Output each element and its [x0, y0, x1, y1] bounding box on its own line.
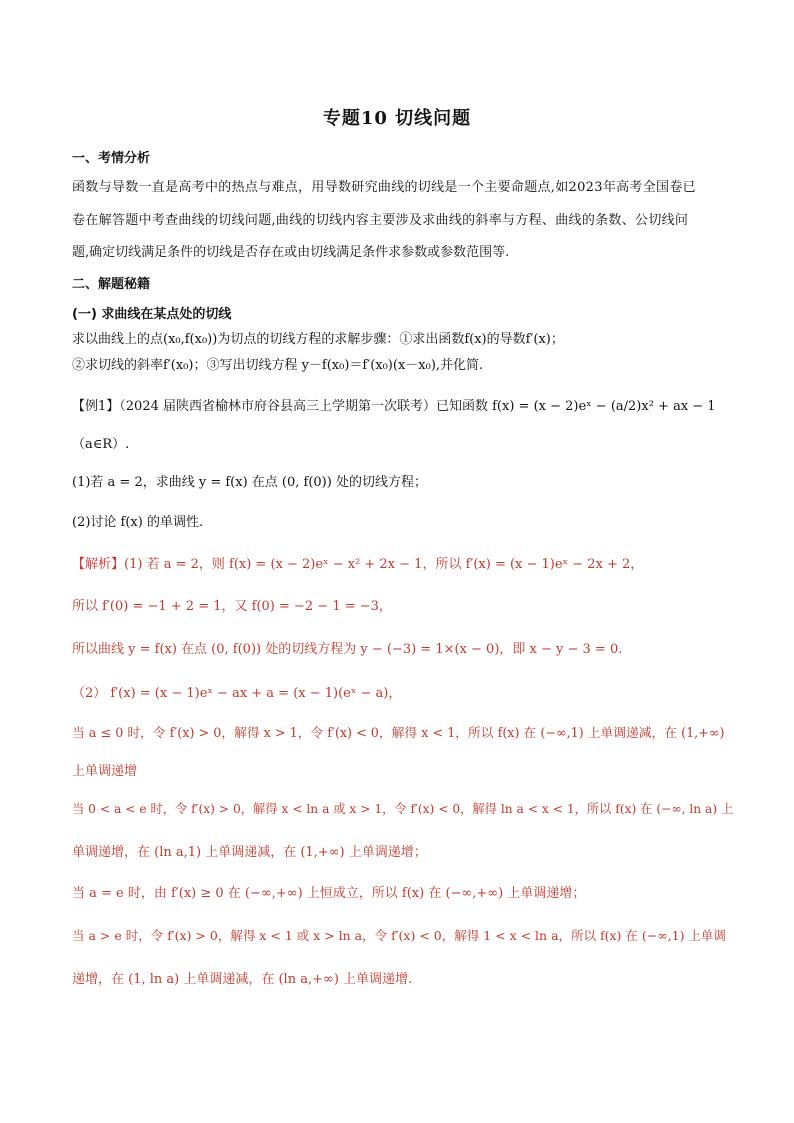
steps-line-1: 求以曲线上的点(x₀,f(x₀))为切点的切线方程的求解步骤：①求出函数f(x)的导数f′(x)；	[72, 332, 564, 347]
case-1-line-a: 当 a ≤ 0 时，令 f′(x) > 0，解得 x > 1，令 f′(x) < 0，解得 x < 1，所以 f(x) 在 (−∞,1) 上单调递减，在 (1,+∞)	[72, 726, 725, 741]
solution-line-4: （2） f′(x) = (x − 1)eˣ − ax + a = (x − 1)(eˣ − a)，	[72, 686, 402, 701]
solution-text-1: (1) 若 a = 2，则 f(x) = (x − 2)eˣ − x² + 2x − 1，所以 f′(x) = (x − 1)eˣ − 2x + 2，	[124, 557, 644, 572]
intro-line-1: 函数与导数一直是高考中的热点与难点，用导数研究曲线的切线是一个主要命题点,如2023年高考全国卷已	[72, 180, 696, 195]
solution-tag: 【解析】	[72, 557, 125, 572]
subsection-heading-tangent: (一) 求曲线在某点处的切线	[72, 307, 232, 322]
section-heading-analysis: 一、考情分析	[72, 151, 151, 166]
case-2-line-a: 当 0 < a < e 时，令 f′(x) > 0，解得 x < ln a 或 x > 1，令 f′(x) < 0，解得 ln a < x < 1，所以 f(x) 在 (−∞, ln a) 上	[72, 802, 734, 816]
page-title: 专题10 切线问题	[322, 108, 472, 129]
case-1-line-b: 上单调递增	[72, 764, 138, 779]
question-1: (1)若 a = 2，求曲线 y = f(x) 在点 (0, f(0)) 处的切线方程；	[72, 475, 427, 490]
intro-line-3: 题,确定切线满足条件的切线是否存在或由切线满足条件求参数或参数范围等.	[72, 245, 510, 260]
solution-line-3: 所以曲线 y = f(x) 在点 (0, f(0)) 处的切线方程为 y − (−3) = 1×(x − 0)，即 x − y − 3 = 0.	[72, 642, 623, 657]
solution-line-2: 所以 f′(0) = −1 + 2 = 1，又 f(0) = −2 − 1 = −3，	[72, 599, 392, 614]
intro-line-2: 卷在解答题中考查曲线的切线问题,曲线的切线内容主要涉及求曲线的斜率与方程、曲线的条数、公切线问	[72, 213, 689, 228]
question-2: (2)讨论 f(x) 的单调性.	[72, 515, 204, 530]
case-4-line-a: 当 a > e 时，令 f′(x) > 0，解得 x < 1 或 x > ln a，令 f′(x) < 0，解得 1 < x < ln a，所以 f(x) 在 (−∞,1) 上单调	[72, 928, 726, 943]
steps-line-2: ②求切线的斜率f′(x₀)；③写出切线方程 y－f(x₀)＝f′(x₀)(x－x₀),并化简.	[72, 358, 484, 373]
section-heading-tips: 二、解题秘籍	[72, 277, 151, 292]
case-2-line-b: 单调递增，在 (ln a,1) 上单调递减，在 (1,+∞) 上单调递增；	[72, 845, 427, 860]
solution-line-1	[72, 553, 643, 572]
case-3-line: 当 a = e 时，由 f′(x) ≥ 0 在 (−∞,+∞) 上恒成立，所以 f(x) 在 (−∞,+∞) 上单调递增；	[72, 886, 586, 901]
example-line-2: （a∈R）.	[72, 437, 130, 452]
example-line-1: 【例1】（2024 届陕西省榆林市府谷县高三上学期第一次联考）已知函数 f(x) = (x − 2)eˣ − (a/2)x² + ax − 1	[72, 399, 716, 414]
case-4-line-b: 递增，在 (1, ln a) 上单调递减，在 (ln a,+∞) 上单调递增.	[72, 972, 413, 987]
